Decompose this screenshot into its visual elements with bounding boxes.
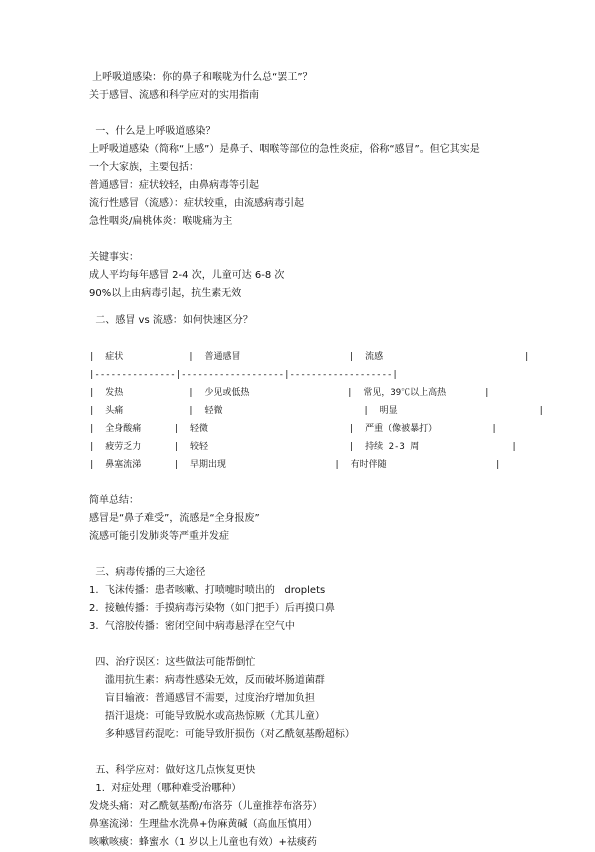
myth-item: 捂汗退烧：可能导致脱水或高热惊厥（尤其儿童） <box>89 711 325 722</box>
section-1-intro: 上呼吸道感染（简称“上感”）是鼻子、咽喉等部位的急性炎症，俗称“感冒”。但它其实是 <box>89 144 480 155</box>
summary-item: 流感可能引发肺炎等严重并发症 <box>89 531 229 542</box>
section-2-heading: 二、感冒 vs 流感：如何快速区分？ <box>89 315 253 326</box>
table-row: | 全身酸痛 | 轻微 | 严重（像被暴打） | <box>89 424 497 434</box>
document-subtitle: 关于感冒、流感和科学应对的实用指南 <box>89 90 259 101</box>
section-1-heading: 一、什么是上呼吸道感染？ <box>89 126 216 137</box>
summary-item: 感冒是“鼻子难受”，流感是“全身报废” <box>89 513 260 524</box>
treatment-item: 咳嗽咳痰：蜂蜜水（1 岁以上儿童也有效）+祛痰药 <box>89 837 317 848</box>
section-4-heading: 四、治疗误区：这些做法可能帮倒忙 <box>89 657 256 668</box>
facts-heading: 关键事实： <box>89 252 139 263</box>
myth-item: 盲目输液：普通感冒不需要，过度治疗增加负担 <box>89 693 315 704</box>
treatment-item: 发烧头痛：对乙酰氨基酚/布洛芬（儿童推荐布洛芬） <box>89 801 323 812</box>
document-body <box>89 69 549 852</box>
fact-item: 成人平均每年感冒 2-4 次，儿童可达 6-8 次 <box>89 270 285 281</box>
table-row: | 头痛 | 轻微 | 明显 | <box>89 406 544 416</box>
summary-heading: 简单总结： <box>89 495 139 506</box>
section-3-heading: 三、病毒传播的三大途径 <box>89 567 206 578</box>
transmission-item: 2. 接触传播：手摸病毒污染物（如门把手）后再摸口鼻 <box>89 603 335 614</box>
table-header: | 症状 | 普通感冒 | 流感 | <box>89 352 530 362</box>
table-divider: |---------------|-------------------|-------------------| <box>89 370 398 380</box>
section-5-subheading: 1. 对症处理（哪种难受治哪种） <box>89 783 242 794</box>
type-item: 普通感冒：症状较轻，由鼻病毒等引起 <box>89 180 259 191</box>
section-1-intro-cont: 一个大家族，主要包括： <box>89 162 199 173</box>
table-row: | 疲劳乏力 | 较轻 | 持续 2-3 周 | <box>89 442 517 452</box>
myth-item: 多种感冒药混吃：可能导致肝损伤（对乙酰氨基酚超标） <box>89 729 355 740</box>
table-row: | 鼻塞流涕 | 早期出现 | 有时伴随 | <box>89 460 501 470</box>
type-item: 流行性感冒（流感）：症状较重，由流感病毒引起 <box>89 198 304 209</box>
fact-item: 90%以上由病毒引起，抗生素无效 <box>89 288 242 299</box>
type-item: 急性咽炎/扁桃体炎：喉咙痛为主 <box>89 216 233 227</box>
section-5-heading: 五、科学应对：做好这几点恢复更快 <box>89 765 256 776</box>
transmission-item: 3. 气溶胶传播：密闭空间中病毒悬浮在空气中 <box>89 621 295 632</box>
document-title: 上呼吸道感染：你的鼻子和喉咙为什么总“罢工”？ <box>89 72 313 83</box>
table-row: | 发热 | 少见或低热 | 常见，39℃以上高热 | <box>89 388 490 398</box>
myth-item: 滥用抗生素：病毒性感染无效，反而破坏肠道菌群 <box>89 675 325 686</box>
treatment-item: 鼻塞流涕：生理盐水洗鼻+伪麻黄碱（高血压慎用） <box>89 819 318 830</box>
transmission-item: 1. 飞沫传播：患者咳嗽、打喷嚏时喷出的 droplets <box>89 585 326 596</box>
